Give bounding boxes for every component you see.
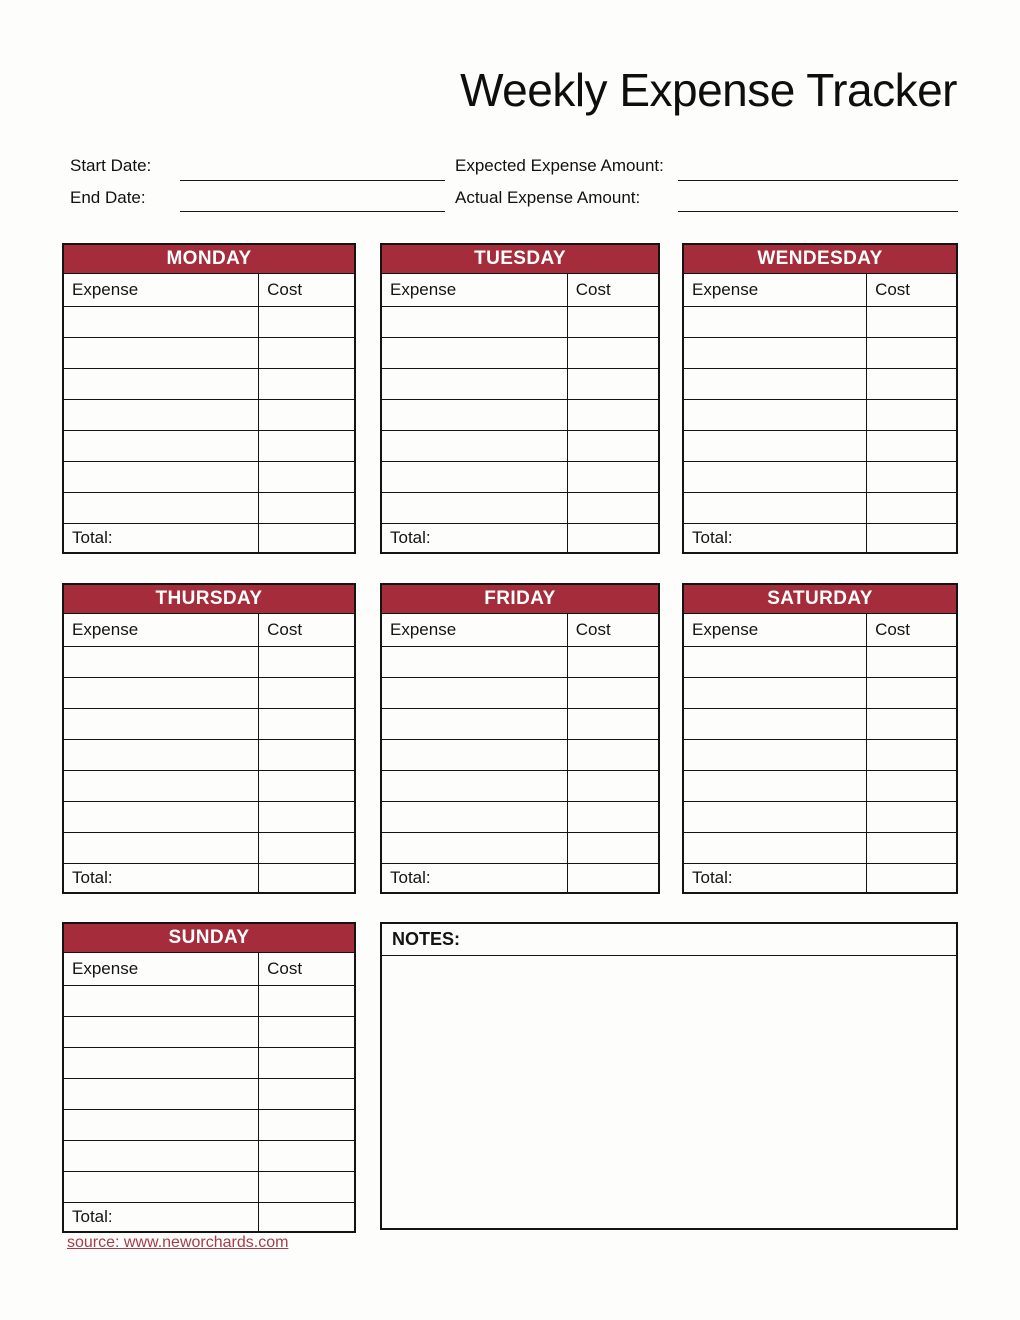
- expense-row: [63, 770, 355, 801]
- page-title: Weekly Expense Tracker: [460, 64, 957, 116]
- cost-cell: [259, 708, 355, 739]
- cost-cell: [867, 646, 957, 677]
- cost-cell: [259, 1109, 355, 1140]
- cost-column-header: Cost: [867, 273, 957, 306]
- total-label: Total:: [381, 523, 567, 553]
- expense-row: [683, 461, 957, 492]
- expense-row: [63, 430, 355, 461]
- expense-cell: [381, 492, 567, 523]
- cost-cell: [867, 492, 957, 523]
- expense-column-header: Expense: [63, 273, 259, 306]
- expense-cell: [683, 739, 867, 770]
- cost-cell: [867, 832, 957, 863]
- expense-cell: [381, 337, 567, 368]
- expense-cell: [683, 770, 867, 801]
- expense-row: [381, 770, 659, 801]
- expense-cell: [63, 708, 259, 739]
- cost-cell: [259, 461, 355, 492]
- cost-cell: [567, 770, 659, 801]
- expense-row: [63, 1140, 355, 1171]
- expense-cell: [63, 832, 259, 863]
- cost-cell: [867, 801, 957, 832]
- expense-row: [683, 708, 957, 739]
- expense-row: [381, 399, 659, 430]
- cost-cell: [259, 770, 355, 801]
- total-value-cell: [867, 863, 957, 893]
- expense-cell: [63, 492, 259, 523]
- expense-row: [683, 739, 957, 770]
- total-label: Total:: [683, 863, 867, 893]
- expense-row: [683, 399, 957, 430]
- expense-row: [63, 739, 355, 770]
- cost-cell: [259, 801, 355, 832]
- expense-column-header: Expense: [683, 273, 867, 306]
- expense-cell: [683, 646, 867, 677]
- cost-cell: [867, 430, 957, 461]
- expense-cell: [683, 306, 867, 337]
- cost-cell: [259, 1047, 355, 1078]
- expense-cell: [683, 430, 867, 461]
- expense-row: [381, 430, 659, 461]
- cost-cell: [259, 677, 355, 708]
- cost-column-header: Cost: [259, 273, 355, 306]
- total-value-cell: [259, 523, 355, 553]
- expense-row: [63, 306, 355, 337]
- expense-cell: [63, 1078, 259, 1109]
- expense-row: [683, 677, 957, 708]
- expense-row: [683, 832, 957, 863]
- expense-column-header: Expense: [381, 273, 567, 306]
- cost-cell: [567, 492, 659, 523]
- total-value-cell: [567, 863, 659, 893]
- source-link[interactable]: source: www.neworchards.com: [67, 1234, 289, 1251]
- total-label: Total:: [683, 523, 867, 553]
- day-header-tuesday: TUESDAY: [381, 244, 659, 273]
- expense-row: [63, 492, 355, 523]
- expense-column-header: Expense: [63, 952, 259, 985]
- cost-cell: [867, 368, 957, 399]
- day-table-sunday: [62, 922, 356, 1233]
- total-label: Total:: [63, 523, 259, 553]
- cost-cell: [259, 985, 355, 1016]
- expense-row: [381, 677, 659, 708]
- expense-cell: [63, 801, 259, 832]
- cost-cell: [867, 677, 957, 708]
- cost-cell: [567, 368, 659, 399]
- expense-row: [683, 430, 957, 461]
- expense-row: [381, 306, 659, 337]
- day-header-sunday: SUNDAY: [63, 923, 355, 952]
- expense-row: [381, 832, 659, 863]
- cost-cell: [567, 306, 659, 337]
- expense-row: [683, 646, 957, 677]
- expense-row: [63, 646, 355, 677]
- cost-cell: [867, 708, 957, 739]
- expense-cell: [381, 430, 567, 461]
- cost-column-header: Cost: [867, 613, 957, 646]
- day-table-monday: [62, 243, 356, 554]
- expense-row: [381, 739, 659, 770]
- expense-row: [63, 1078, 355, 1109]
- total-value-cell: [259, 1202, 355, 1232]
- cost-cell: [867, 399, 957, 430]
- notes-box: [380, 922, 958, 1230]
- expense-cell: [381, 461, 567, 492]
- start-date-label: Start Date:: [70, 156, 152, 175]
- expense-row: [381, 801, 659, 832]
- end-date-label: End Date:: [70, 188, 146, 207]
- expense-row: [683, 492, 957, 523]
- expense-cell: [381, 399, 567, 430]
- expense-row: [381, 708, 659, 739]
- cost-column-header: Cost: [567, 613, 659, 646]
- cost-cell: [259, 430, 355, 461]
- expense-row: [683, 770, 957, 801]
- cost-cell: [567, 801, 659, 832]
- total-label: Total:: [63, 1202, 259, 1232]
- end-date-blank-line: [180, 211, 445, 212]
- expense-cell: [63, 1016, 259, 1047]
- expense-row: [63, 1171, 355, 1202]
- expense-row: [63, 832, 355, 863]
- cost-column-header: Cost: [567, 273, 659, 306]
- expense-cell: [63, 368, 259, 399]
- expense-cell: [683, 677, 867, 708]
- notes-content-area: [382, 956, 956, 1228]
- day-header-thursday: THURSDAY: [63, 584, 355, 613]
- expense-row: [683, 337, 957, 368]
- cost-cell: [259, 739, 355, 770]
- expense-cell: [381, 832, 567, 863]
- notes-label: NOTES:: [382, 924, 956, 956]
- cost-cell: [567, 337, 659, 368]
- cost-cell: [867, 461, 957, 492]
- expense-cell: [381, 646, 567, 677]
- expense-cell: [381, 770, 567, 801]
- expense-cell: [683, 399, 867, 430]
- expense-row: [63, 337, 355, 368]
- cost-cell: [259, 1016, 355, 1047]
- expense-cell: [381, 306, 567, 337]
- expense-cell: [63, 461, 259, 492]
- expense-row: [63, 708, 355, 739]
- expense-column-header: Expense: [683, 613, 867, 646]
- expense-cell: [63, 770, 259, 801]
- expense-row: [381, 368, 659, 399]
- expense-cell: [683, 801, 867, 832]
- expense-row: [63, 1016, 355, 1047]
- cost-cell: [867, 770, 957, 801]
- expense-cell: [683, 708, 867, 739]
- expense-row: [63, 985, 355, 1016]
- expense-row: [63, 1047, 355, 1078]
- cost-cell: [259, 306, 355, 337]
- total-value-cell: [867, 523, 957, 553]
- day-table-saturday: [682, 583, 958, 894]
- cost-cell: [567, 832, 659, 863]
- expense-cell: [683, 337, 867, 368]
- cost-cell: [259, 399, 355, 430]
- day-table-friday: [380, 583, 660, 894]
- expense-row: [381, 646, 659, 677]
- cost-cell: [259, 1171, 355, 1202]
- expense-cell: [381, 368, 567, 399]
- cost-cell: [567, 677, 659, 708]
- start-date-blank-line: [180, 180, 445, 181]
- expense-column-header: Expense: [63, 613, 259, 646]
- expense-cell: [63, 1047, 259, 1078]
- expense-cell: [63, 677, 259, 708]
- actual-expense-blank-line: [678, 211, 958, 212]
- expected-expense-blank-line: [678, 180, 958, 181]
- expense-cell: [381, 739, 567, 770]
- cost-cell: [567, 430, 659, 461]
- cost-cell: [567, 708, 659, 739]
- cost-cell: [867, 337, 957, 368]
- expense-cell: [683, 368, 867, 399]
- actual-expense-amount-label: Actual Expense Amount:: [455, 188, 641, 207]
- expense-cell: [63, 399, 259, 430]
- cost-cell: [259, 492, 355, 523]
- day-table-wednesday: [682, 243, 958, 554]
- expense-row: [683, 801, 957, 832]
- expense-cell: [381, 801, 567, 832]
- expense-cell: [683, 461, 867, 492]
- cost-cell: [259, 646, 355, 677]
- expense-cell: [63, 430, 259, 461]
- expense-row: [63, 399, 355, 430]
- expense-cell: [63, 337, 259, 368]
- expense-row: [63, 677, 355, 708]
- cost-cell: [259, 1140, 355, 1171]
- cost-cell: [567, 739, 659, 770]
- expense-row: [381, 461, 659, 492]
- expense-cell: [381, 677, 567, 708]
- expense-cell: [63, 1140, 259, 1171]
- expense-cell: [63, 1171, 259, 1202]
- expense-cell: [63, 1109, 259, 1140]
- expense-cell: [683, 492, 867, 523]
- expense-row: [63, 368, 355, 399]
- cost-cell: [567, 399, 659, 430]
- expense-row: [683, 368, 957, 399]
- cost-cell: [867, 306, 957, 337]
- expense-row: [381, 337, 659, 368]
- cost-cell: [867, 739, 957, 770]
- cost-cell: [259, 1078, 355, 1109]
- cost-column-header: Cost: [259, 613, 355, 646]
- day-header-wednesday: WENDESDAY: [683, 244, 957, 273]
- expense-cell: [381, 708, 567, 739]
- expense-row: [63, 1109, 355, 1140]
- expense-cell: [63, 306, 259, 337]
- expense-row: [381, 492, 659, 523]
- expense-row: [683, 306, 957, 337]
- day-header-friday: FRIDAY: [381, 584, 659, 613]
- cost-cell: [259, 832, 355, 863]
- total-value-cell: [567, 523, 659, 553]
- cost-cell: [567, 646, 659, 677]
- expense-cell: [63, 985, 259, 1016]
- cost-column-header: Cost: [259, 952, 355, 985]
- total-label: Total:: [63, 863, 259, 893]
- expense-cell: [63, 739, 259, 770]
- total-label: Total:: [381, 863, 567, 893]
- expense-cell: [63, 646, 259, 677]
- day-header-monday: MONDAY: [63, 244, 355, 273]
- expected-expense-amount-label: Expected Expense Amount:: [455, 156, 664, 175]
- day-header-saturday: SATURDAY: [683, 584, 957, 613]
- expense-cell: [683, 832, 867, 863]
- total-value-cell: [259, 863, 355, 893]
- cost-cell: [259, 337, 355, 368]
- day-table-tuesday: [380, 243, 660, 554]
- day-table-thursday: [62, 583, 356, 894]
- cost-cell: [259, 368, 355, 399]
- expense-column-header: Expense: [381, 613, 567, 646]
- expense-row: [63, 801, 355, 832]
- cost-cell: [567, 461, 659, 492]
- expense-row: [63, 461, 355, 492]
